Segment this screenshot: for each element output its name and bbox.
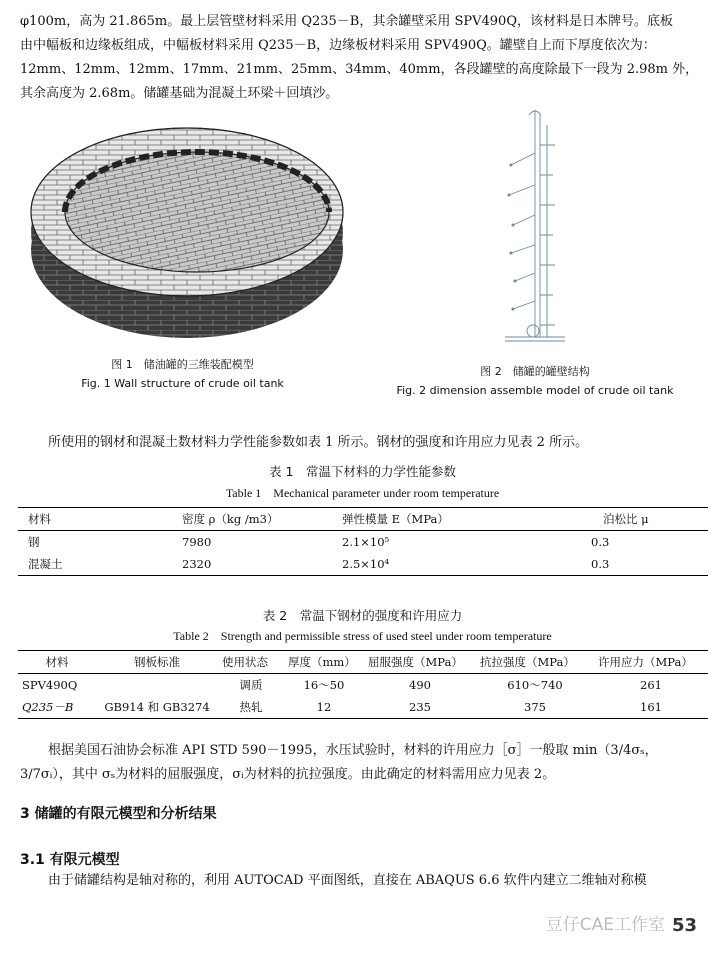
materials-paragraph: 所使用的钢材和混凝土数材料力学性能参数如表 1 所示。钢材的强度和许用应力见表 2 所示。 [48,435,589,450]
figure-1-caption-cn: 图 1 储油罐的三维装配模型 [111,358,254,371]
table-row [18,674,708,697]
table-cell: 混凝土 [28,557,63,571]
table-cell: 7980 [182,535,212,549]
table-header-cell: 泊松比 μ [603,512,649,526]
table-2-caption-en: Table 2 Strength and permissible stress of used steel under room temperature [173,629,552,643]
table-cell: 261 [640,678,662,692]
table-1-caption-en: Table 1 Mechanical parameter under room temperature [225,486,500,500]
intro-paragraph [20,10,710,106]
table-2-caption-cn: 表 2 常温下钢材的强度和许用应力 [262,608,463,623]
table-cell: 钢 [28,535,40,549]
intro-line: 12mm、12mm、12mm、17mm、21mm、25mm、34mm、40mm，各段罐壁的高度除最下一段为 2.98m 外， [20,62,699,77]
table-cell: 2.5×10⁴ [342,557,390,571]
table-header-row [18,651,708,674]
tank-3d-model-figure [25,120,350,350]
intro-line: φ100m，高为 21.865m。最上层管壁材料采用 Q235－B，其余罐壁采用 SPV490Q，该材料是日本牌号。底板 [20,14,673,29]
table-row [18,531,708,554]
stress-line: 根据美国石油协会标准 API STD 590－1995，水压试验时，材料的许用应力［σ］一般取 min（3/4σₛ， [48,743,658,758]
table-header-cell: 材料 [45,655,69,669]
table-cell: 490 [409,678,431,692]
table-header-cell: 屈服强度（MPa） [368,655,463,669]
stress-line: 3/7σᵢ），其中 σₛ为材料的屈服强度，σᵢ为材料的抗拉强度。由此确定的材料需用应力见表 2。 [20,767,556,782]
table-header-cell: 使用状态 [222,655,268,669]
table-cell: GB914 和 GB3274 [104,700,210,714]
table-header-row [18,508,708,531]
section-3-1-heading: 3.1 有限元模型 [20,852,120,868]
table-header-cell: 厚度（mm） [288,655,356,669]
table-cell: 610～740 [507,678,563,692]
table-cell: Q235－B [22,700,74,714]
intro-line: 其余高度为 2.68m。储罐基础为混凝土环梁＋回填沙。 [20,86,339,101]
figure-1-caption-en: Fig. 1 Wall structure of crude oil tank [81,377,284,390]
table-row [18,553,708,576]
table-header-cell: 许用应力（MPa） [598,655,693,669]
table-cell: 2.1×10⁵ [342,535,390,549]
table-1-caption-cn: 表 1 常温下材料的力学性能参数 [269,464,456,479]
page-number: 53 [671,915,697,936]
table-header-cell: 钢板标准 [134,655,180,669]
table-cell: 热轧 [239,700,263,714]
table-header-cell: 抗拉强度（MPa） [480,655,575,669]
table-cell [96,674,218,697]
tank-wall-structure-figure [495,105,575,345]
table-cell: 161 [640,700,662,714]
table-cell: 12 [316,700,332,714]
figure-1-caption [55,355,310,393]
table-header-cell: 弹性模量 E（MPa） [342,512,449,526]
table-cell: SPV490Q [22,678,78,692]
figure-2-caption-cn: 图 2 储罐的罐壁结构 [480,365,590,378]
fem-model-paragraph: 由于储罐结构是轴对称的，利用 AUTOCAD 平面图纸，直接在 ABAQUS 6.6 软件内建立二维轴对称模 [48,873,647,888]
figure-2-caption [390,362,680,400]
stress-paragraph [20,739,710,787]
table-cell: 0.3 [591,535,610,549]
table-cell: 16～50 [303,678,345,692]
table-cell: 375 [524,700,546,714]
table-header-cell: 材料 [28,512,51,526]
table-cell: 235 [409,700,431,714]
table-cell: 2320 [182,557,212,571]
section-3-heading: 3 储罐的有限元模型和分析结果 [20,806,217,822]
figure-2-caption-en: Fig. 2 dimension assemble model of crude oil tank [396,384,674,397]
table-1 [18,507,708,576]
table-cell: 调质 [239,678,263,692]
table-row [18,696,708,719]
intro-line: 由中幅板和边缘板组成，中幅板材料采用 Q235－B，边缘板材料采用 SPV490Q。罐壁自上而下厚度依次为： [20,38,656,53]
watermark: 豆仔CAE工作室 [545,915,665,935]
table-header-cell: 密度 ρ（kg /m3） [182,512,279,526]
table-2 [18,650,708,719]
table-cell: 0.3 [591,557,610,571]
